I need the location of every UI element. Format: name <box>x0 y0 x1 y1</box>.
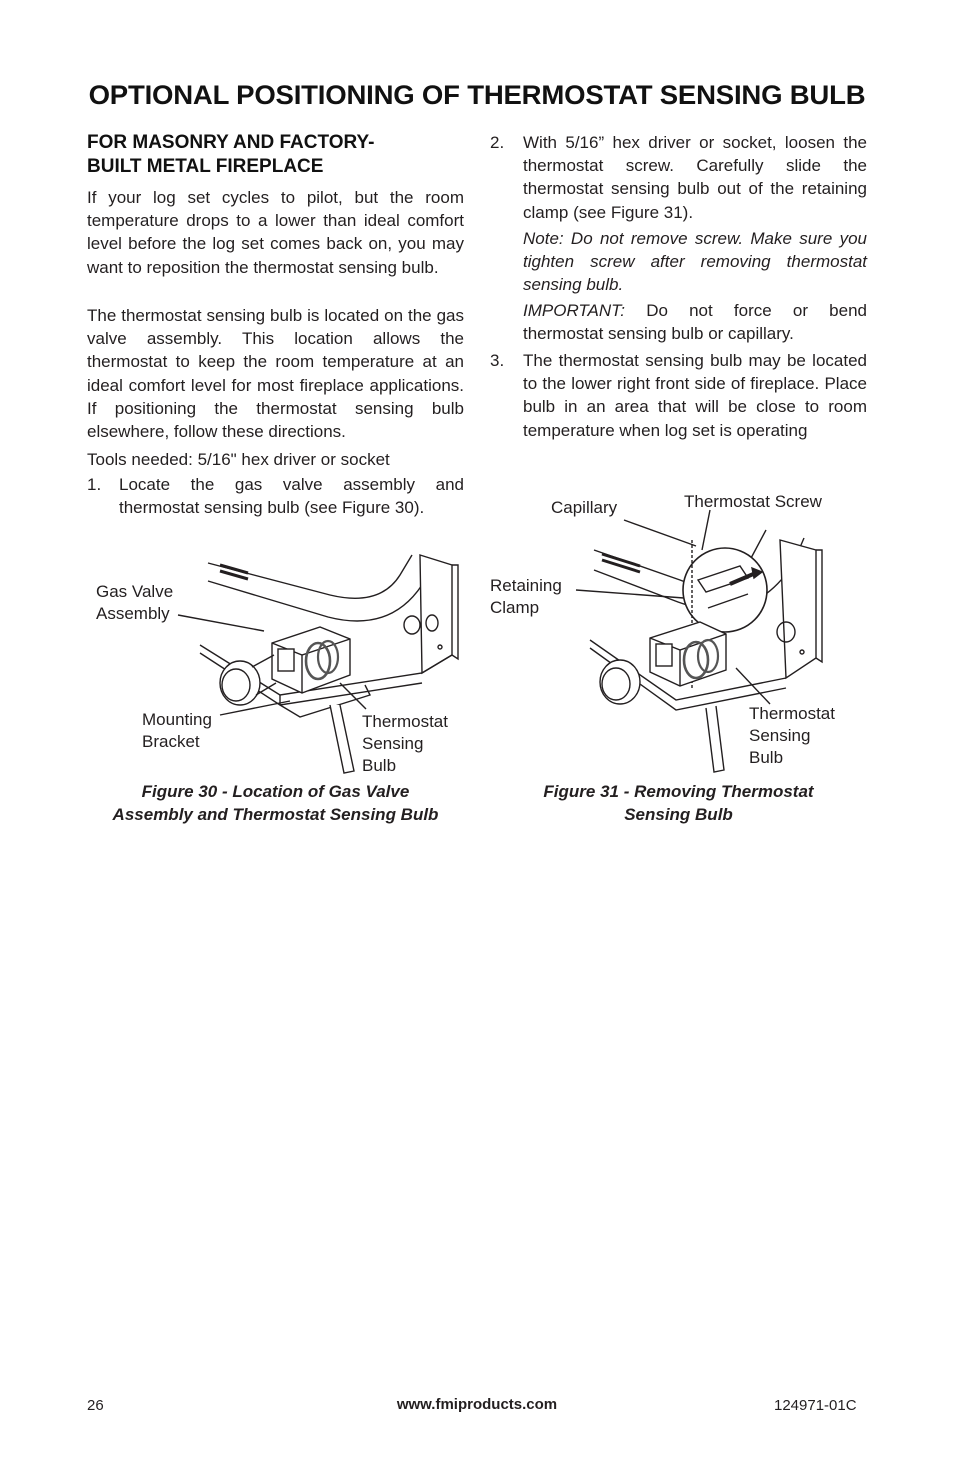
step-1-number: 1. <box>87 475 102 494</box>
important-label: IMPORTANT: <box>523 301 625 320</box>
step-3 <box>490 349 867 444</box>
intro-paragraph: If your log set cycles to pilot, but the room temperature drops to a lower than ideal comfort level before the log set comes back on, you may want to reposition the thermostat sensing bulb. <box>87 188 464 277</box>
figure-30-caption-line2: Assembly and Thermostat Sensing Bulb <box>112 805 439 824</box>
section-heading <box>87 131 467 179</box>
page-title: OPTIONAL POSITIONING OF THERMOSTAT SENSING BULB <box>88 80 866 110</box>
note-paragraph: Note: Do not remove screw. Make sure you tighten screw after removing thermostat sensing bulb. <box>523 229 867 295</box>
figure-30-caption <box>87 780 464 826</box>
document-number: 124971-01C <box>774 1397 857 1414</box>
figure-31-caption <box>490 780 867 826</box>
footer-website: www.fmiproducts.com <box>396 1396 558 1413</box>
step-2-number: 2. <box>490 133 505 152</box>
tools-needed: Tools needed: 5/16" hex driver or socket <box>87 450 390 469</box>
step-2 <box>490 131 867 226</box>
fig31-label-thermostat-screw: Thermostat Screw <box>684 492 822 511</box>
section-heading-line1: FOR MASONRY AND FACTORY- <box>87 132 375 153</box>
step-3-number: 3. <box>490 351 505 370</box>
step-3-text: The thermostat sensing bulb may be located to the lower right front side of fireplace. Place bulb in an area that will be close to room temperature when log set is operating <box>523 351 867 440</box>
figure-31-caption-line2: Sensing Bulb <box>624 805 733 824</box>
important-text: Do not force or bend thermostat sensing bulb or capillary. <box>523 301 867 344</box>
step-1-text: Locate the gas valve assembly and thermostat sensing bulb (see Figure 30). <box>119 475 464 518</box>
page-number: 26 <box>87 1397 104 1414</box>
section-heading-line2: BUILT METAL FIREPLACE <box>87 156 324 177</box>
fig30-label-gas-valve: Gas Valve Assembly <box>96 582 174 623</box>
step-2-text: With 5/16” hex driver or socket, loosen the thermostat screw. Carefully slide the thermostat sensing bulb out of the retaining clamp (see Figure 31). <box>523 133 867 222</box>
fig31-label-capillary: Capillary <box>551 498 618 517</box>
location-paragraph: The thermostat sensing bulb is located on the gas valve assembly. This location allows the thermostat to keep the room temperature at an ideal comfort level for most fireplace applications. If positioning the thermostat sensing bulb elsewhere, follow these directions. <box>87 306 464 442</box>
important-paragraph <box>523 299 867 345</box>
step-1 <box>87 473 464 521</box>
fig31-label-sensing-bulb: Thermostat Sensing Bulb <box>749 704 835 767</box>
fig30-label-mounting-bracket: Mounting Bracket <box>142 710 212 751</box>
figure-31-caption-line1: Figure 31 - Removing Thermostat <box>543 782 814 801</box>
fig30-label-sensing-bulb: Thermostat Sensing Bulb <box>362 712 448 775</box>
fig31-label-retaining-clamp: Retaining Clamp <box>490 576 562 617</box>
figure-30-caption-line1: Figure 30 - Location of Gas Valve <box>141 782 410 801</box>
